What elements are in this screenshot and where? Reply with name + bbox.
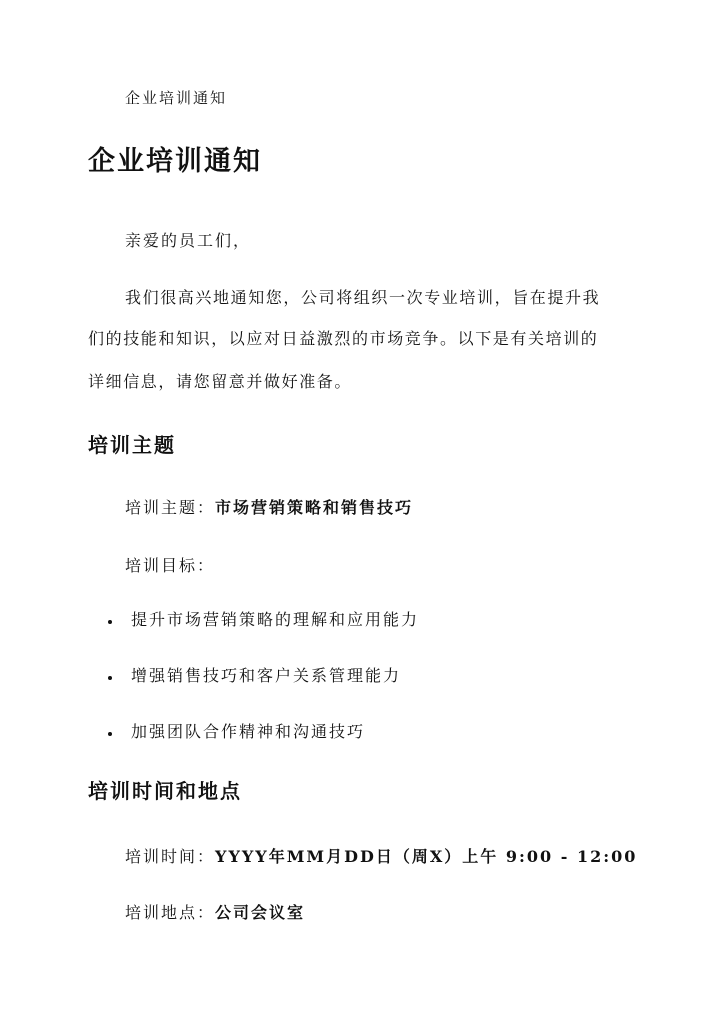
- bullet-dot-icon: [108, 732, 112, 736]
- goal-field: [125, 554, 215, 578]
- goal-label: 培训目标：: [125, 556, 216, 575]
- time-label: 培训时间：: [125, 847, 216, 866]
- running-header-title: 企业培训通知: [125, 89, 228, 107]
- time-field: [125, 845, 637, 869]
- place-value: 公司会议室: [215, 903, 306, 922]
- time-value: YYYY年MM月DD日（周X）上午 9:00 - 12:00: [215, 847, 638, 866]
- topic-value: 市场营销策略和销售技巧: [215, 498, 414, 517]
- goal-item-text: 加强团队合作精神和沟通技巧: [131, 722, 366, 741]
- document-title: 企业培训通知: [88, 146, 262, 177]
- greeting-text: 亲爱的员工们，: [125, 231, 252, 250]
- intro-line-1: 我们很高兴地通知您，公司将组织一次专业培训，旨在提升我: [125, 288, 601, 307]
- goal-item-text: 提升市场营销策略的理解和应用能力: [131, 610, 420, 629]
- place-label: 培训地点：: [125, 903, 216, 922]
- goal-item-text: 增强销售技巧和客户关系管理能力: [131, 666, 402, 685]
- intro-line-2: 们的技能和知识，以应对日益激烈的市场竞争。以下是有关培训的: [88, 329, 599, 348]
- topic-label: 培训主题：: [125, 498, 216, 517]
- section-heading-topic: 培训主题: [88, 433, 176, 457]
- place-field: [125, 901, 305, 925]
- intro-line-3: 详细信息，请您留意并做好准备。: [88, 372, 353, 391]
- section-heading-time-place: 培训时间和地点: [88, 779, 242, 803]
- bullet-dot-icon: [108, 620, 112, 624]
- bullet-dot-icon: [108, 676, 112, 680]
- topic-field: [125, 496, 413, 520]
